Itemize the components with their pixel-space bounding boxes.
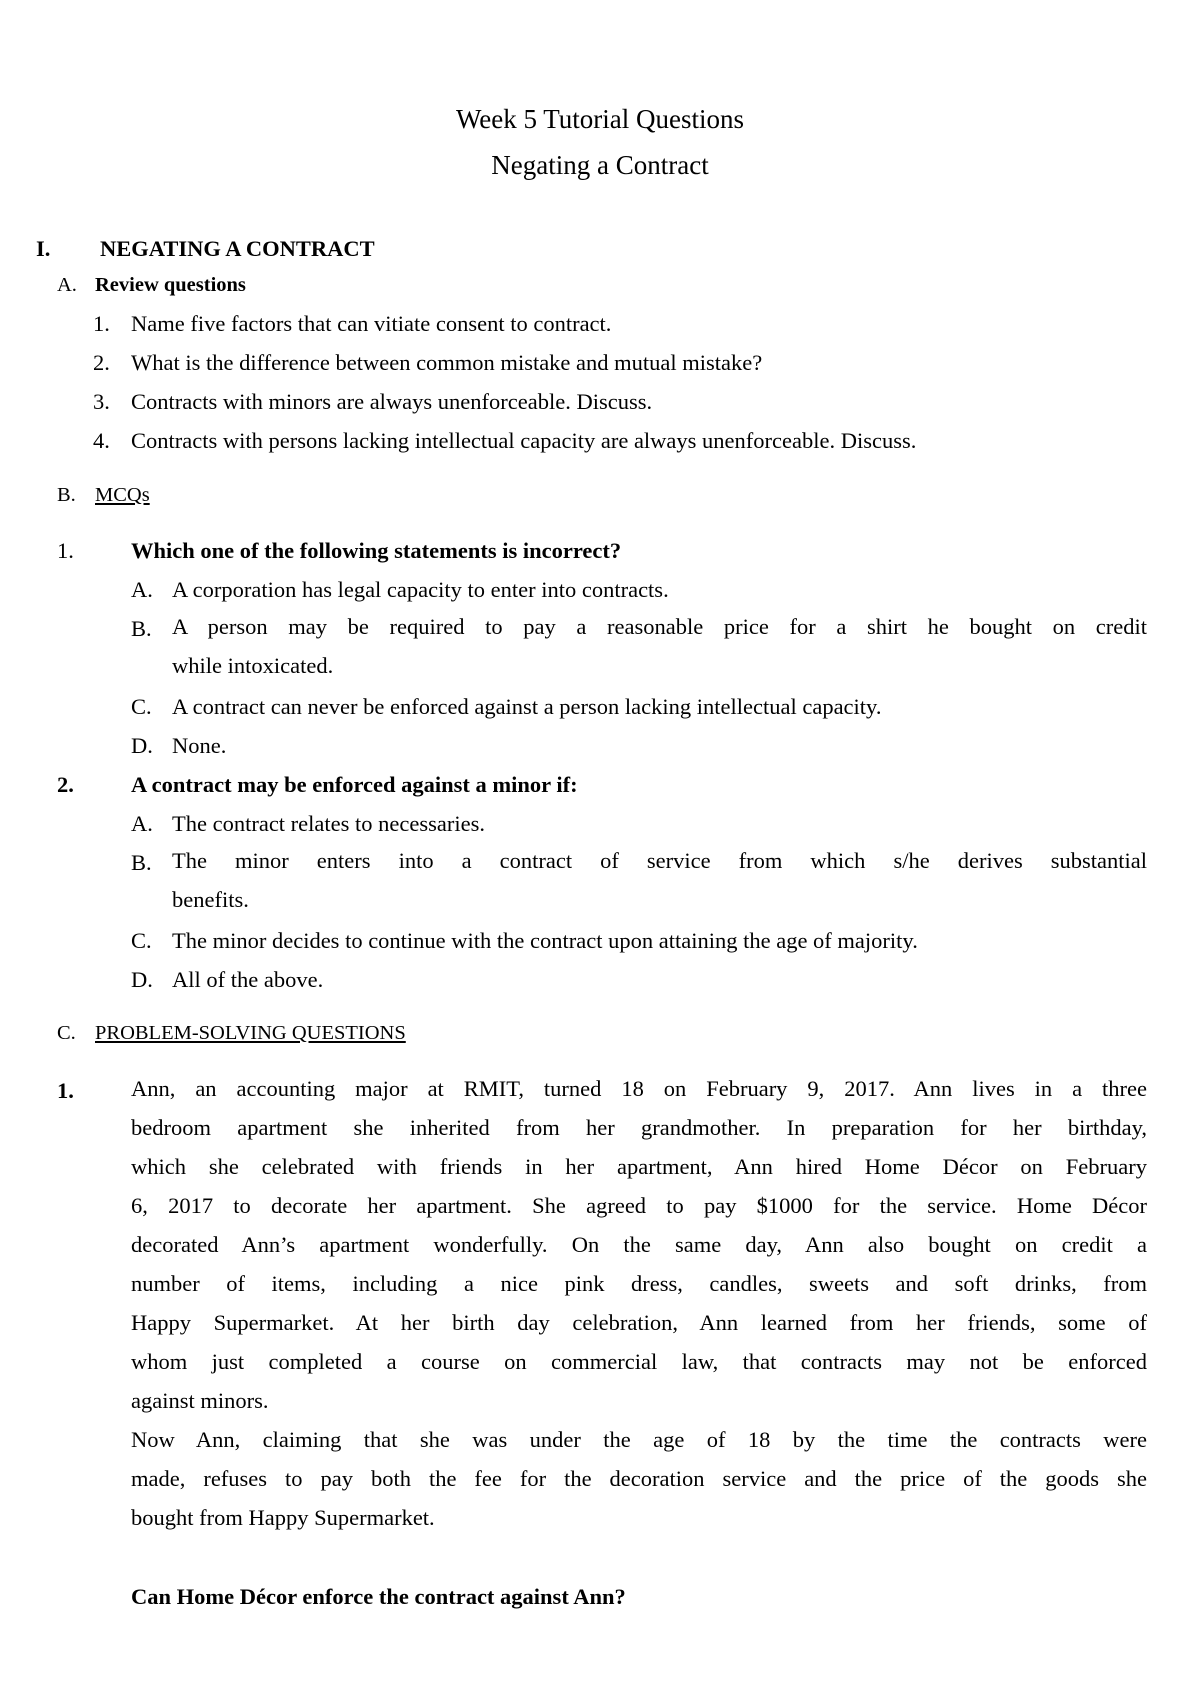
problem-line: which she celebrated with friends in her apartment, Ann hired Home Décor on February <box>131 1154 1147 1179</box>
problem-number: 1. <box>57 1078 74 1103</box>
mcq-question: A contract may be enforced against a minor if: <box>131 772 578 797</box>
mcq-option-letter: B. <box>131 850 152 875</box>
problems-heading: PROBLEM-SOLVING QUESTIONS <box>95 1022 406 1044</box>
problem-line: against minors. <box>131 1388 269 1413</box>
mcq-option-line: benefits. <box>172 887 249 912</box>
mcq-option-text: The contract relates to necessaries. <box>172 811 485 836</box>
mcq-option-text: The minor decides to continue with the contract upon attaining the age of majority. <box>172 928 918 953</box>
review-heading: Review questions <box>95 274 246 296</box>
mcq-option-line: The minor enters into a contract of service from which s/he derives substantial <box>172 848 1147 873</box>
page-title: Week 5 Tutorial Questions <box>455 104 745 134</box>
mcqs-letter: B. <box>57 484 76 506</box>
problem-line: whom just completed a course on commercial law, that contracts may not be enforced <box>131 1349 1147 1374</box>
review-letter: A. <box>57 274 77 296</box>
section-numeral: I. <box>36 236 51 261</box>
mcq-option-letter: C. <box>131 694 152 719</box>
problem-line: decorated Ann’s apartment wonderfully. On the same day, Ann also bought on credit a <box>131 1232 1147 1257</box>
mcq-option-line: while intoxicated. <box>172 653 334 678</box>
mcq-option-letter: A. <box>131 577 153 602</box>
problem-line: Happy Supermarket. At her birth day celebration, Ann learned from her friends, some of <box>131 1310 1147 1335</box>
problem-line: bought from Happy Supermarket. <box>131 1505 435 1530</box>
section-heading: NEGATING A CONTRACT <box>100 236 375 261</box>
problem-paragraph <box>131 1420 1147 1537</box>
mcq-option-text <box>172 841 1147 919</box>
mcq-option-letter: D. <box>131 733 153 758</box>
review-item-text: Name five factors that can vitiate consent to contract. <box>131 311 612 336</box>
review-item-text: Contracts with minors are always unenforceable. Discuss. <box>131 389 653 414</box>
mcq-number: 1. <box>57 538 74 563</box>
problem-question: Can Home Décor enforce the contract against Ann? <box>131 1584 626 1609</box>
problem-line: bedroom apartment she inherited from her grandmother. In preparation for her birthday, <box>131 1115 1147 1140</box>
problem-line: made, refuses to pay both the fee for the decoration service and the price of the goods she <box>131 1466 1147 1491</box>
mcq-question: Which one of the following statements is incorrect? <box>131 538 622 563</box>
review-item-num: 3. <box>93 389 110 414</box>
mcq-number: 2. <box>57 772 74 797</box>
review-item-num: 4. <box>93 428 110 453</box>
mcq-option-letter: B. <box>131 616 152 641</box>
mcq-option-text: A corporation has legal capacity to enter into contracts. <box>172 577 669 602</box>
mcq-option-letter: A. <box>131 811 153 836</box>
problem-line: Ann, an accounting major at RMIT, turned 18 on February 9, 2017. Ann lives in a three <box>131 1076 1147 1101</box>
page-subtitle: Negating a Contract <box>491 150 709 180</box>
mcqs-heading: MCQs <box>95 484 150 506</box>
mcq-option-letter: C. <box>131 928 152 953</box>
mcq-option-text: None. <box>172 733 227 758</box>
mcq-option-text: A contract can never be enforced against a person lacking intellectual capacity. <box>172 694 882 719</box>
problem-line: 6, 2017 to decorate her apartment. She agreed to pay $1000 for the service. Home Décor <box>131 1193 1147 1218</box>
review-item-text: What is the difference between common mistake and mutual mistake? <box>131 350 763 375</box>
mcq-option-line: A person may be required to pay a reasonable price for a shirt he bought on credit <box>172 614 1147 639</box>
problem-line: Now Ann, claiming that she was under the age of 18 by the time the contracts were <box>131 1427 1147 1452</box>
problem-line: number of items, including a nice pink dress, candles, sweets and soft drinks, from <box>131 1271 1147 1296</box>
problems-letter: C. <box>57 1022 76 1044</box>
problem-paragraph <box>131 1069 1147 1420</box>
review-item-num: 1. <box>93 311 110 336</box>
mcq-option-text <box>172 607 1147 685</box>
review-item-num: 2. <box>93 350 110 375</box>
review-item-text: Contracts with persons lacking intellectual capacity are always unenforceable. Discuss. <box>131 428 917 453</box>
mcq-option-text: All of the above. <box>172 967 324 992</box>
mcq-option-letter: D. <box>131 967 153 992</box>
